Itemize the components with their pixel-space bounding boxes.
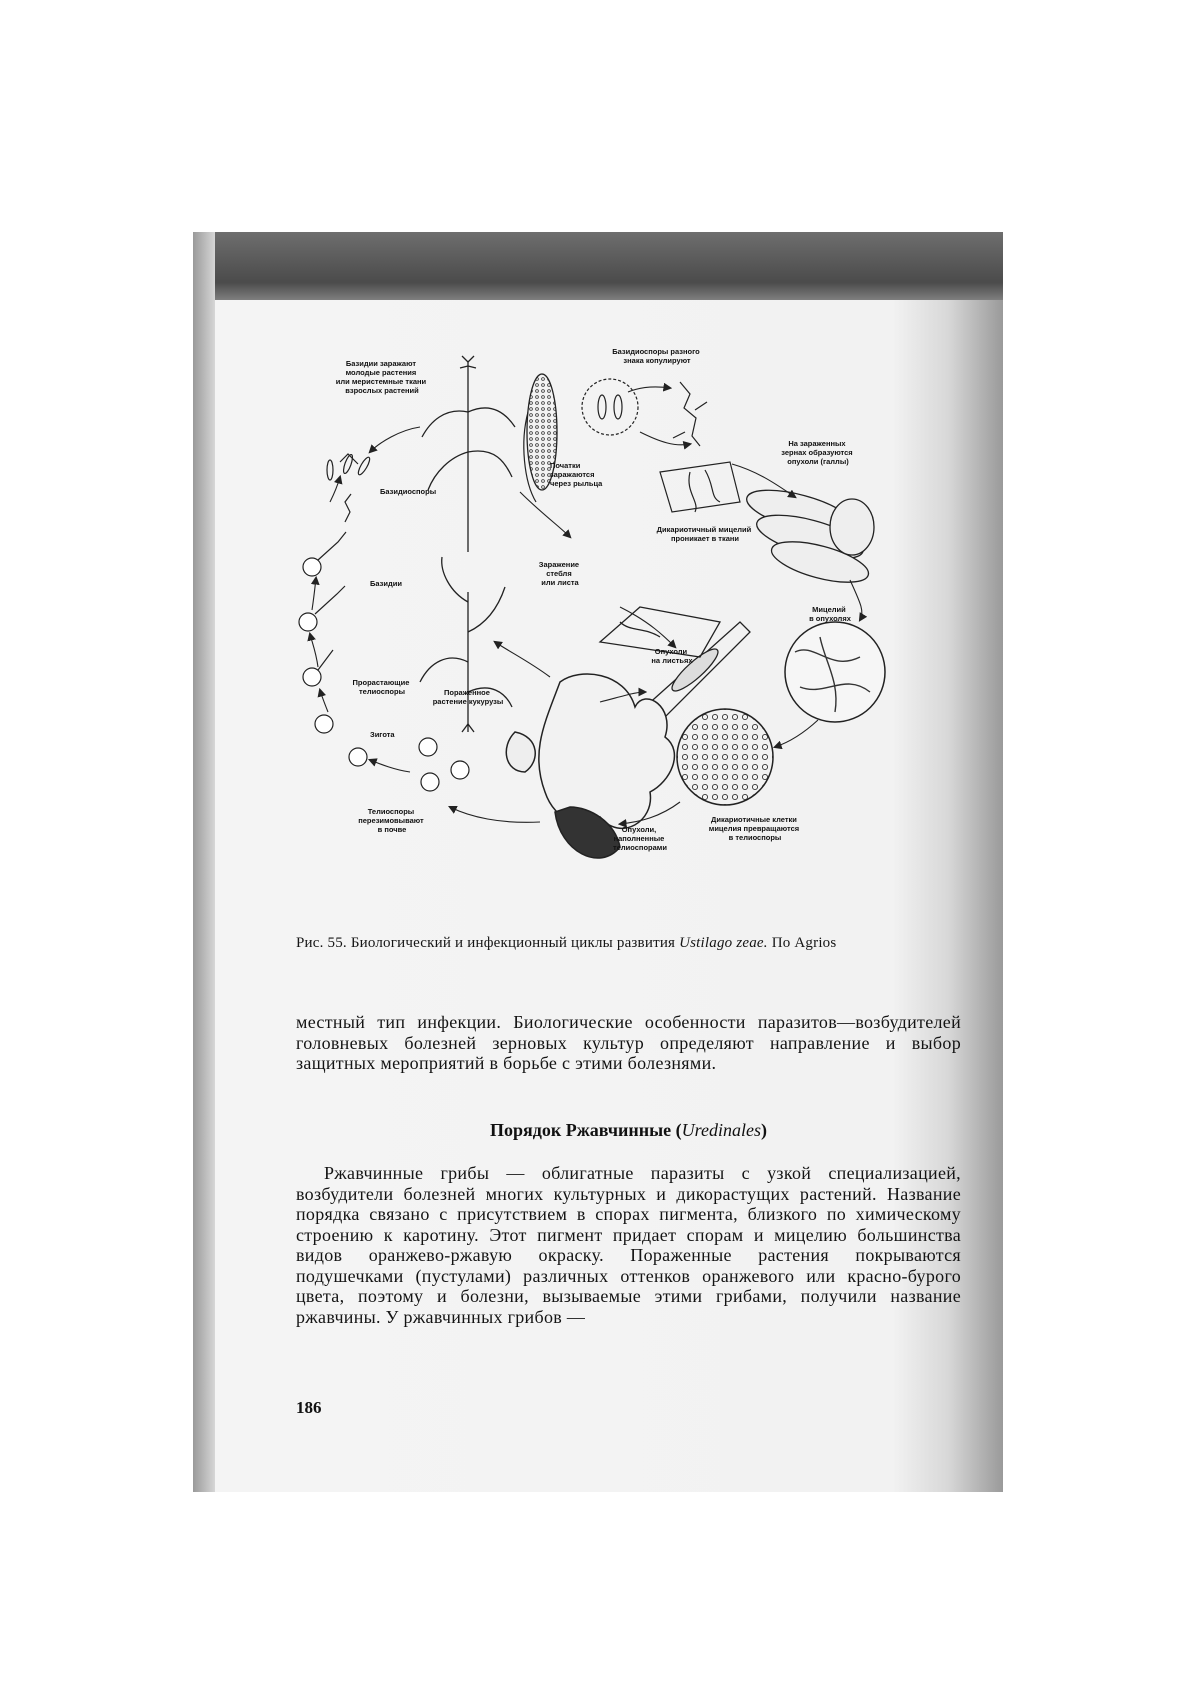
label-basidia: Базидии [370,579,402,588]
label-dikaryotic-mycelium: Дикариотичный мицелий проникает в ткани [656,525,752,543]
page-number: 186 [296,1398,322,1417]
paragraph-1: местный тип инфекции. Биологические особенности паразитов—возбудителей головневых болезней зерновых культур определяют направление и выбор защитных мероприятий в борьбе с этими болезнями. [296,1012,961,1073]
caption-species: Ustilago zeae. [679,935,768,951]
heading-text: Порядок Ржавчинные ( [490,1120,682,1140]
label-affected-corn: Пораженное растение кукурузы [432,688,504,706]
paragraph-2: Ржавчинные грибы — облигатные паразиты с узкой специализацией, возбудители болезней многих культурных и дикорастущих растений. Название порядка связано с присутствием в спорах пигмента, близкого по химическому строению к каротину. Этот пигмент придает спорам и мицелию большинства видов оранжево-ржавую окраску. Пораженные растения покрываются подушечками (пустулами) различных оттенков оранжевого или красно-бурого цвета, поэтому и болезни, вызываемые этими грибами, получили название ржавчины. У ржавчинных грибов — [296,1163,961,1327]
teliospore-cycle-drawing [299,454,469,791]
dikaryotic-cells-drawing [677,709,773,805]
label-cobs-infected: Початки заражаются через рыльца [550,461,603,488]
life-cycle-figure [300,347,950,922]
heading-close: ) [760,1120,767,1140]
basidiospore-copulation-drawing [582,379,740,512]
scan-shadow-left [193,232,215,1492]
label-stem-leaf-infection: Заражение стебля или листа [538,560,580,587]
heading-latin: Uredinales [681,1120,761,1140]
label-dikaryotic-cells: Дикариотичные клетки мицелия превращаются в телиоспоры [708,815,800,842]
label-basidia-infect: Базидии заражают молодые растения или меристемные ткани взрослых растений [335,359,427,395]
figure-caption [296,935,961,952]
label-germinating-teliospores: Прорастающие телиоспоры [352,678,410,696]
label-zygote: Зигота [370,730,395,739]
label-basidiospores-copulate: Базидиоспоры разного знака копулируют [612,347,700,365]
label-teliospores-overwinter: Телиоспоры перезимовывают в почве [358,807,424,834]
scan-shadow-top [193,232,1003,304]
mycelium-circle-drawing [785,622,885,722]
caption-suffix: По Agrios [771,935,837,951]
gall-kernels-drawing [742,481,874,590]
label-mycelium-in-tumors: Мицелий в опухолях [809,605,851,623]
label-galls-on-kernels: На зараженных зернах образуются опухоли (галлы) [781,439,853,466]
section-heading [296,1120,961,1141]
label-basidiospores: Базидиоспоры [380,487,437,496]
life-cycle-diagram [300,347,950,922]
label-leaf-tumors: Опухоли на листьях [651,647,693,665]
corn-plant-drawing [420,356,515,732]
label-tumors-with-teliospores: Опухоли, наполненные телиоспорами [613,825,667,852]
caption-prefix: Рис. 55. Биологический и инфекционный циклы развития [296,935,676,951]
